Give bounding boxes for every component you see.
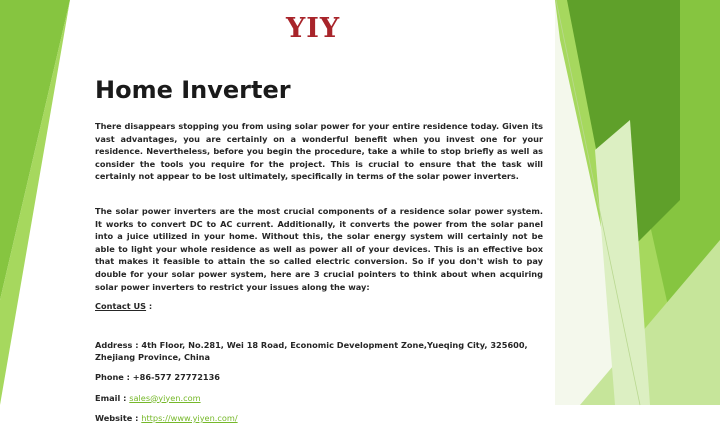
contact-colon: :: [146, 301, 153, 312]
phone-text: Phone : +86-577 27772136: [95, 371, 220, 382]
content-area: [95, 120, 543, 425]
email-link[interactable]: sales@yiyen.com: [129, 392, 201, 403]
page-title: Home Inverter: [95, 76, 291, 104]
paragraph-inverters: The solar power inverters are the most crucial components of a residence solar power system. It works to convert DC to AC current. Additionally, it converts the power from the solar panel into a juice utilized in your home. Without this, the solar energy system will certainly not be able to light your whole residence as well as power all of your devices. This is an effective box that makes it feasible to attain the so called electric conversion. So if you don't wish to pay double for your solar power system, here are 3 crucial pointers to think about when acquiring solar power inverters to restrict your issues along the way:: [95, 205, 543, 292]
address-text: Address : 4th Floor, No.281, Wei 18 Road, Economic Development Zone,Yueqing City, 325600, Zhejiang Province, China: [95, 339, 528, 363]
website-link[interactable]: https://www.yiyen.com/: [141, 413, 238, 424]
website-line: [95, 412, 543, 425]
paragraph-intro: There disappears stopping you from using solar power for your entire residence today. Given its vast advantages, you are certainly on a wonderful benefit when you invest one for your residence. Nevertheless, before you begin the procedure, take a while to stop briefly as well as consider the tools you require for the project. This is crucial to ensure that the task will certainly not appear to be lost ultimately, specifically in terms of the solar power inverters.: [95, 121, 543, 182]
email-line: [95, 392, 543, 405]
website-label: Website :: [95, 413, 142, 424]
brand-logo: YIY: [286, 13, 341, 44]
contact-us-link[interactable]: Contact US: [95, 301, 147, 312]
email-label: Email :: [95, 392, 130, 403]
contact-heading-line: [95, 300, 543, 313]
